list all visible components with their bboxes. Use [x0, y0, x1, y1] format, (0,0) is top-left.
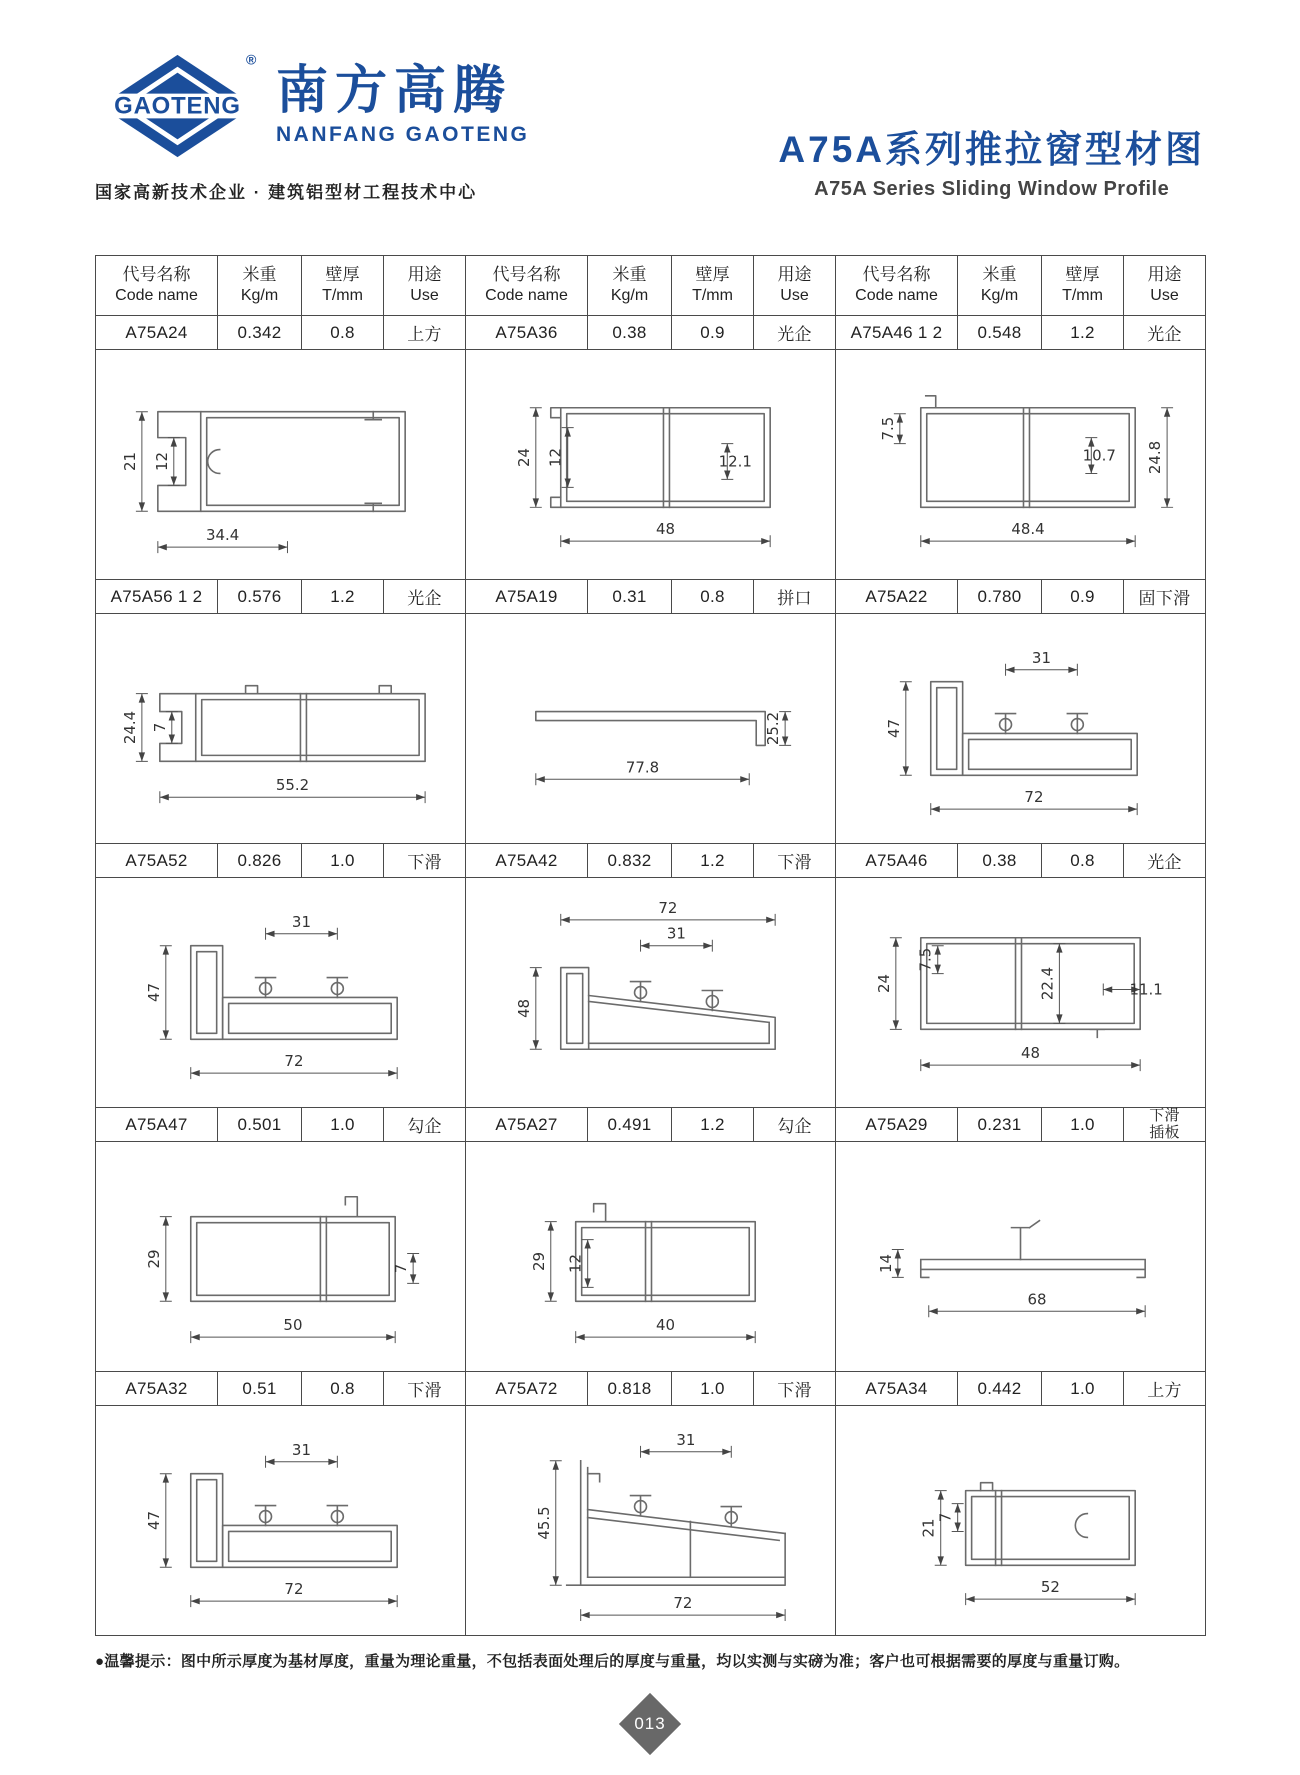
profile-drawing-A75A56-1-2	[96, 614, 465, 843]
profile-drawing-cell	[96, 1406, 466, 1636]
svg-text:40: 40	[655, 1316, 675, 1335]
col-header-use	[384, 256, 466, 316]
thickness-cell: 1.2	[672, 1108, 754, 1142]
svg-text:24.8: 24.8	[1146, 440, 1165, 475]
use-cell: 上方	[1124, 1372, 1206, 1406]
thickness-cell: 0.8	[302, 1372, 384, 1406]
svg-text:21: 21	[919, 1518, 938, 1538]
col-header-code-en: Code name	[115, 287, 198, 305]
svg-text:14: 14	[876, 1253, 895, 1273]
page-title	[778, 119, 1205, 203]
col-header-use-en: Use	[780, 287, 809, 305]
svg-text:31: 31	[291, 912, 311, 931]
profile-drawing-A75A42	[466, 878, 835, 1107]
profile-table	[95, 255, 1206, 1636]
weight-cell: 0.38	[958, 844, 1042, 878]
use-cell: 下滑	[754, 1372, 836, 1406]
col-header-use-en: Use	[1150, 287, 1179, 305]
col-header-code	[96, 256, 218, 316]
col-header-code	[836, 256, 958, 316]
svg-text:12.1: 12.1	[718, 452, 752, 471]
page-title-en: A75A Series Sliding Window Profile	[814, 178, 1170, 200]
svg-text:24: 24	[874, 974, 893, 994]
thickness-cell: 0.8	[302, 316, 384, 350]
thickness-cell: 1.0	[1042, 1108, 1124, 1142]
profile-drawing-cell	[96, 878, 466, 1108]
profile-drawing-cell	[836, 1142, 1206, 1372]
use-cell: 拼口	[754, 580, 836, 614]
col-header-code-en: Code name	[855, 287, 938, 305]
weight-cell: 0.231	[958, 1108, 1042, 1142]
col-header-weight	[588, 256, 672, 316]
profile-drawing-cell	[96, 1142, 466, 1372]
col-header-thickness-en: T/mm	[322, 287, 363, 305]
weight-cell: 0.51	[218, 1372, 302, 1406]
svg-text:7: 7	[936, 1512, 955, 1523]
profile-drawing-A75A29	[836, 1142, 1205, 1371]
brand-name-en: NANFANG GAOTENG	[276, 122, 530, 146]
svg-text:47: 47	[144, 983, 163, 1002]
svg-text:47: 47	[884, 719, 903, 738]
footer-bullet: ●	[95, 1653, 105, 1670]
col-header-weight-en: Kg/m	[240, 287, 279, 305]
svg-text:31: 31	[291, 1440, 311, 1459]
svg-text:21: 21	[120, 452, 139, 472]
thickness-cell: 1.0	[672, 1372, 754, 1406]
profile-drawing-A75A27	[466, 1142, 835, 1371]
thickness-cell: 1.2	[302, 580, 384, 614]
col-header-thickness-cn: 壁厚	[695, 265, 730, 285]
weight-cell: 0.501	[218, 1108, 302, 1142]
use-cell: 下滑	[384, 844, 466, 878]
col-header-thickness	[1042, 256, 1124, 316]
code-cell: A75A56 1 2	[96, 580, 218, 614]
code-cell: A75A42	[466, 844, 588, 878]
svg-text:72: 72	[673, 1594, 693, 1613]
col-header-use-cn: 用途	[777, 265, 812, 285]
col-header-thickness-en: T/mm	[1062, 287, 1103, 305]
svg-text:34.4: 34.4	[206, 526, 240, 545]
profile-drawing-cell	[96, 350, 466, 580]
use-cell: 固下滑	[1124, 580, 1206, 614]
use-cell: 光企	[1124, 316, 1206, 350]
thickness-cell: 1.2	[1042, 316, 1124, 350]
svg-text:7.5: 7.5	[878, 416, 897, 441]
weight-cell: 0.832	[588, 844, 672, 878]
use-cell: 下滑	[384, 1372, 466, 1406]
code-cell: A75A47	[96, 1108, 218, 1142]
page-header	[95, 50, 1205, 203]
svg-text:10.7: 10.7	[1082, 446, 1116, 465]
code-cell: A75A34	[836, 1372, 958, 1406]
svg-text:7.5: 7.5	[916, 947, 935, 972]
code-cell: A75A29	[836, 1108, 958, 1142]
svg-text:29: 29	[144, 1249, 163, 1269]
profile-drawing-A75A36	[466, 350, 835, 579]
col-header-thickness	[302, 256, 384, 316]
profile-drawing-cell	[836, 614, 1206, 844]
col-header-use-en: Use	[410, 287, 439, 305]
profile-drawing-cell	[466, 614, 836, 844]
svg-text:48: 48	[1020, 1044, 1040, 1063]
profile-drawing-cell	[836, 878, 1206, 1108]
svg-text:31: 31	[1031, 648, 1051, 667]
use-cell: 光企	[384, 580, 466, 614]
use-cell: 光企	[754, 316, 836, 350]
col-header-weight-cn: 米重	[612, 265, 647, 285]
page-title-cn: A75A系列推拉窗型材图	[778, 129, 1205, 170]
registered-mark: ®	[245, 51, 257, 68]
svg-text:12: 12	[152, 452, 171, 472]
col-header-code-cn: 代号名称	[122, 265, 191, 285]
svg-text:24: 24	[514, 448, 533, 468]
profile-drawing-A75A19	[466, 614, 835, 843]
footer-note	[95, 1650, 1205, 1671]
profile-drawing-A75A34	[836, 1406, 1205, 1635]
use-cell: 勾企	[384, 1108, 466, 1142]
code-cell: A75A46 1 2	[836, 316, 958, 350]
col-header-weight-en: Kg/m	[980, 287, 1019, 305]
svg-text:12: 12	[566, 1253, 585, 1273]
col-header-use-cn: 用途	[407, 265, 442, 285]
col-header-weight	[958, 256, 1042, 316]
thickness-cell: 0.8	[1042, 844, 1124, 878]
thickness-cell: 1.0	[1042, 1372, 1124, 1406]
code-cell: A75A24	[96, 316, 218, 350]
weight-cell: 0.780	[958, 580, 1042, 614]
weight-cell: 0.31	[588, 580, 672, 614]
code-cell: A75A72	[466, 1372, 588, 1406]
weight-cell: 0.826	[218, 844, 302, 878]
weight-cell: 0.442	[958, 1372, 1042, 1406]
svg-text:12: 12	[546, 448, 565, 468]
profile-drawing-cell	[96, 614, 466, 844]
profile-drawing-A75A72	[466, 1406, 835, 1635]
profile-drawing-A75A46-1-2	[836, 350, 1205, 579]
col-header-weight-cn: 米重	[242, 265, 277, 285]
profile-drawing-A75A32	[96, 1406, 465, 1635]
weight-cell: 0.342	[218, 316, 302, 350]
profile-drawing-cell	[836, 350, 1206, 580]
code-cell: A75A19	[466, 580, 588, 614]
svg-text:72: 72	[284, 1580, 304, 1599]
svg-text:31: 31	[676, 1430, 696, 1449]
svg-text:25.2: 25.2	[764, 711, 783, 746]
brand-name-cn: 南方高腾	[276, 62, 513, 120]
profile-drawing-cell	[466, 1406, 836, 1636]
weight-cell: 0.38	[588, 316, 672, 350]
thickness-cell: 1.0	[302, 1108, 384, 1142]
code-cell: A75A36	[466, 316, 588, 350]
col-header-use-cn: 用途	[1147, 265, 1182, 285]
svg-text:11.1: 11.1	[1129, 980, 1163, 999]
brand-block	[95, 50, 529, 203]
col-header-code-cn: 代号名称	[862, 265, 931, 285]
profile-drawing-cell	[466, 878, 836, 1108]
svg-text:47: 47	[144, 1511, 163, 1530]
svg-text:22.4: 22.4	[1038, 966, 1057, 1001]
profile-drawing-A75A52	[96, 878, 465, 1107]
svg-text:48: 48	[655, 520, 675, 539]
profile-drawing-A75A47	[96, 1142, 465, 1371]
profile-drawing-A75A22	[836, 614, 1205, 843]
col-header-code-en: Code name	[485, 287, 568, 305]
weight-cell: 0.818	[588, 1372, 672, 1406]
svg-text:52: 52	[1040, 1578, 1060, 1597]
svg-text:72: 72	[658, 898, 678, 917]
weight-cell: 0.548	[958, 316, 1042, 350]
code-cell: A75A46	[836, 844, 958, 878]
svg-text:72: 72	[284, 1052, 304, 1071]
use-cell: 上方	[384, 316, 466, 350]
profile-drawing-cell	[836, 1406, 1206, 1636]
col-header-weight-en: Kg/m	[610, 287, 649, 305]
footer-note-text: 温馨提示：图中所示厚度为基材厚度，重量为理论重量，不包括表面处理后的厚度与重量，均以实测与实磅为准；客户也可根据需要的厚度与重量订购。	[104, 1653, 1130, 1670]
thickness-cell: 0.8	[672, 580, 754, 614]
svg-text:45.5: 45.5	[534, 1506, 553, 1540]
weight-cell: 0.576	[218, 580, 302, 614]
svg-text:7: 7	[150, 722, 169, 733]
col-header-weight-cn: 米重	[982, 265, 1017, 285]
code-cell: A75A52	[96, 844, 218, 878]
col-header-thickness-cn: 壁厚	[325, 265, 360, 285]
svg-text:55.2: 55.2	[275, 776, 310, 795]
page-number: 013	[634, 1714, 666, 1733]
col-header-use	[754, 256, 836, 316]
svg-text:77.8: 77.8	[625, 758, 660, 777]
code-cell: A75A32	[96, 1372, 218, 1406]
col-header-code-cn: 代号名称	[492, 265, 561, 285]
svg-text:68: 68	[1027, 1290, 1047, 1309]
profile-drawing-A75A46	[836, 878, 1205, 1107]
col-header-thickness-cn: 壁厚	[1065, 265, 1100, 285]
use-cell: 勾企	[754, 1108, 836, 1142]
gaoteng-logo-icon	[95, 50, 260, 162]
use-cell: 下滑	[754, 844, 836, 878]
use-cell: 光企	[1124, 844, 1206, 878]
svg-text:48: 48	[514, 998, 533, 1018]
svg-text:48.4: 48.4	[1011, 520, 1045, 539]
svg-text:7: 7	[392, 1263, 411, 1274]
profile-drawing-cell	[466, 350, 836, 580]
page-number-badge	[619, 1693, 681, 1755]
profile-drawing-cell	[466, 1142, 836, 1372]
svg-text:50: 50	[283, 1316, 303, 1335]
brand-tagline: 国家高新技术企业 · 建筑铝型材工程技术中心	[95, 183, 478, 202]
logo-brand-text: GAOTENG	[114, 92, 241, 120]
weight-cell: 0.491	[588, 1108, 672, 1142]
col-header-weight	[218, 256, 302, 316]
code-cell: A75A22	[836, 580, 958, 614]
col-header-code	[466, 256, 588, 316]
thickness-cell: 0.9	[1042, 580, 1124, 614]
code-cell: A75A27	[466, 1108, 588, 1142]
svg-text:31: 31	[666, 924, 686, 943]
svg-text:72: 72	[1024, 788, 1044, 807]
svg-text:29: 29	[529, 1251, 548, 1271]
thickness-cell: 0.9	[672, 316, 754, 350]
svg-text:24.4: 24.4	[120, 710, 139, 745]
profile-drawing-A75A24	[96, 350, 465, 579]
col-header-thickness-en: T/mm	[692, 287, 733, 305]
col-header-thickness	[672, 256, 754, 316]
thickness-cell: 1.2	[672, 844, 754, 878]
thickness-cell: 1.0	[302, 844, 384, 878]
use-cell: 下滑 插板	[1124, 1108, 1206, 1142]
col-header-use	[1124, 256, 1206, 316]
